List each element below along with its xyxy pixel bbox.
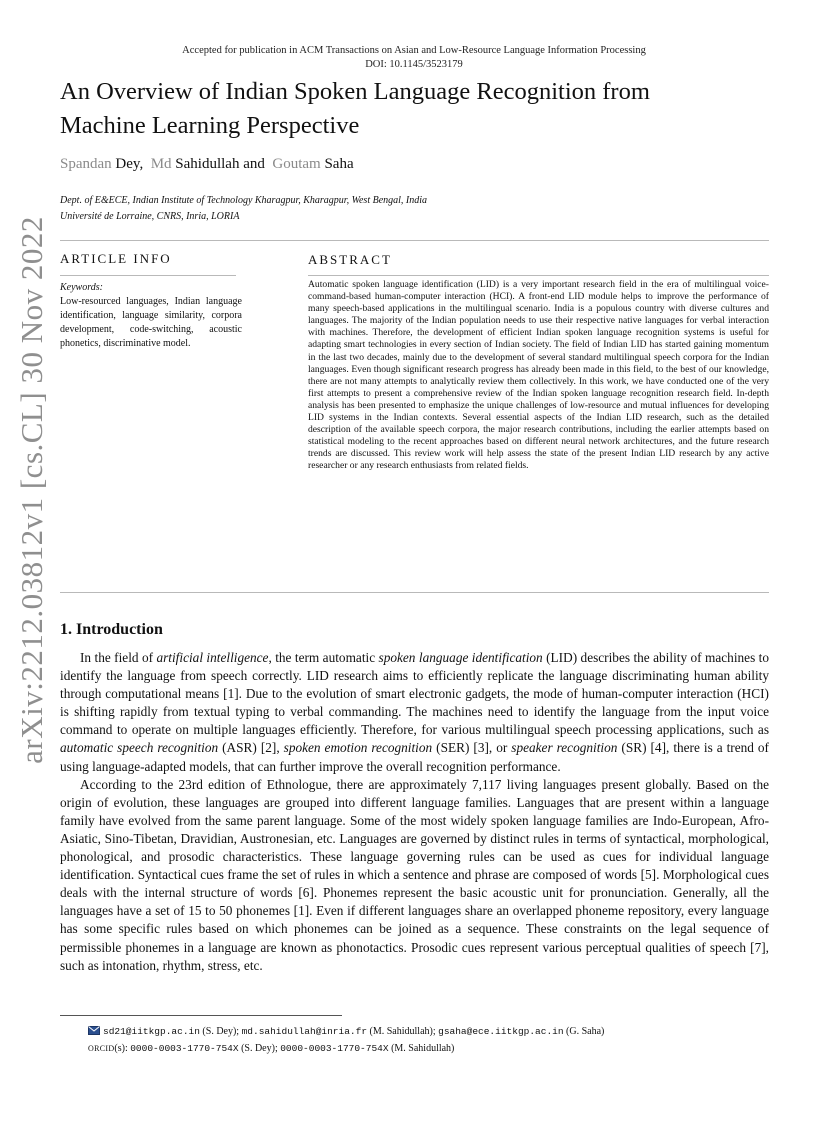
email-link-sahidullah[interactable]: md.sahidullah@inria.fr — [241, 1026, 368, 1037]
title-line-1: An Overview of Indian Spoken Language Recognition from — [60, 78, 650, 105]
divider-bottom — [60, 592, 769, 593]
text-run: (SER) [3], or — [432, 740, 512, 756]
author-1-first: Spandan — [60, 156, 112, 172]
footnote-emails — [88, 1024, 604, 1041]
title-line-2: Machine Learning Perspective — [60, 112, 360, 139]
author-2-last: Sahidullah — [175, 156, 240, 172]
footnote — [88, 1024, 604, 1057]
affiliations — [60, 193, 427, 225]
footnote-text: (M. Sahidullah) — [388, 1043, 455, 1054]
author-list: Spandan Dey, Md Sahidullah and Goutam Saha — [60, 156, 354, 172]
email-link-saha[interactable]: gsaha@ece.iitkgp.ac.in — [438, 1026, 564, 1037]
footnote-text: (G. Saha) — [563, 1026, 605, 1037]
footnote-rule — [60, 1015, 342, 1016]
affiliation-1: Dept. of E&ECE, Indian Institute of Technology Kharagpur, Kharagpur, West Bengal, India — [60, 195, 428, 206]
orcid-link-dey[interactable]: 0000-0003-1770-754X — [130, 1043, 239, 1054]
author-1-last: Dey — [115, 156, 140, 172]
publication-note: Accepted for publication in ACM Transactions on Asian and Low-Resource Language Information Processing — [182, 45, 646, 56]
section-heading-introduction: 1. Introduction — [60, 621, 163, 638]
email-link-dey[interactable]: sd21@iitkgp.ac.in — [103, 1026, 200, 1037]
emphasis-term: speaker recognition — [511, 740, 618, 756]
intro-paragraph-2: According to the 23rd edition of Ethnologue, there are approximately 7,117 living languages present globally. Based on the origin of evolution, these languages are grouped into different language families. Languages that are present within a language family have evolved from the same parent language. Some of the most widely spoken language families are Indo-European, Afro-Asiatic, Sino-Tibetan, Dravidian, Austronesian, etc. Languages are governed by distinct rules in terms of syntactical, morphological, phonological, and prosodic characteristics. These language governing rules can be used as cues for individual language identification. Syntactical cues frame the set of rules in which a sentence and phrase are composed of words [5]. Morphological cues deals with the internal structure of words [6]. Phonemes represent the basic acoustic unit for pronunciation. Generally, all the languages have a set of 15 to 50 phonemes [1]. Even if different languages share an overlapped phoneme repository, every language has some specific rules based on which phonemes can be joined as a sequence. These constraints on the legal sequence of permissible phonemes in a language are known as phonotactics. Prosodic cues represent various perceptual qualities of speech [7], such as intonation, rhythm, stress, etc. — [60, 776, 769, 973]
emphasis-term: automatic speech recognition — [60, 740, 219, 756]
text-run: (LID) describes the ability of machines to identify the language from speech correctly. LID research aims to efficiently replicate the language discriminating human ability through computational means [1]. Due to the evolution of smart electronic gadgets, the mode of human-computer interaction (HCI) is shifting rapidly from textual typing to verbal commanding. The machines need to identify the language from the input voice command to operate on multiple languages efficiently. Therefore, for various multilingual speech processing applications, such as — [60, 650, 770, 738]
author-3-first: Goutam — [272, 156, 321, 172]
paper-title — [60, 75, 760, 143]
text-run: (ASR) [2], — [218, 740, 284, 756]
footnote-orcid — [88, 1041, 604, 1057]
divider-top — [60, 240, 769, 241]
keywords-label: Keywords: — [60, 282, 103, 293]
orcid-link-sahidullah[interactable]: 0000-0003-1770-754X — [280, 1043, 389, 1054]
divider-article-info — [60, 275, 236, 276]
article-info-label: ARTICLE INFO — [60, 251, 172, 266]
arxiv-stamp-text: arXiv:2212.03812v1 [cs.CL] 30 Nov 2022 — [14, 216, 49, 764]
author-2-first: Md — [150, 156, 172, 172]
keywords-text: Low-resourced languages, Indian language identification, language similarity, corpora development, code-switching, acoustic phonetics, discriminative model. — [60, 296, 242, 349]
footnote-text: (S. Dey); — [238, 1043, 281, 1054]
affiliation-2: Université de Lorraine, CNRS, Inria, LORIA — [60, 211, 240, 222]
abstract-label: ABSTRACT — [308, 252, 392, 267]
footnote-text: (M. Sahidullah); — [367, 1026, 439, 1037]
doi-line: DOI: 10.1145/3523179 — [365, 59, 463, 70]
divider-abstract — [308, 275, 769, 276]
arxiv-stamp — [12, 216, 52, 764]
emphasis-term: artificial intelligence — [156, 650, 269, 665]
introduction-body — [60, 649, 769, 975]
envelope-icon — [88, 1025, 100, 1041]
text-run: In the field of — [80, 650, 157, 665]
text-run: , the term automatic — [268, 650, 379, 665]
author-and: and — [243, 156, 265, 172]
orcid-label: ORCID — [88, 1044, 115, 1053]
abstract-text: Automatic spoken language identification (LID) is a very important research field in the era of multilingual voice-command-based human-computer interaction (HCI). A front-end LID module helps to improve the performance of many speech-based applications in the multilingual scenario. India is a populous country with diverse cultures and languages. The majority of the Indian population needs to use their respective native languages for verbal interaction with machines. Therefore, the development of efficient Indian spoken language recognition systems is useful for adapting smart technologies in every section of Indian society. The field of Indian LID has started gaining momentum in the last two decades, mainly due to the development of several standard multilingual speech corpora for the Indian languages. Even though significant research progress has already been made in this field, to the best of our knowledge, there are not many attempts to analytically review them collectively. In this work, we have conducted one of the very first attempts to present a comprehensive review of the Indian spoken language recognition research field. In-depth analysis has been presented to emphasize the unique challenges of low-resource and mutual influences for developing LID systems in the Indian contexts. Several essential aspects of the Indian LID research, such as the detailed description of the available speech corpora, the major research contributions, including the earlier attempts based on statistical modeling to the recent approaches based on different neural network architectures, and the future research trends are discussed. This review work will help assess the state of the present Indian LID research by any active researcher or any research enthusiasts from related fields. — [308, 279, 769, 472]
text-run: (SR) [4], there is a trend of using language-adapted models, that can further improve the overall recognition performance. — [60, 740, 769, 774]
author-3-last: Saha — [324, 156, 354, 172]
footnote-text: (s): — [114, 1043, 131, 1054]
emphasis-term: spoken emotion recognition — [283, 740, 433, 756]
keywords-block — [60, 281, 242, 351]
emphasis-term: spoken language identification — [378, 650, 543, 665]
intro-paragraph-1 — [60, 649, 769, 776]
footnote-text: (S. Dey); — [199, 1026, 242, 1037]
